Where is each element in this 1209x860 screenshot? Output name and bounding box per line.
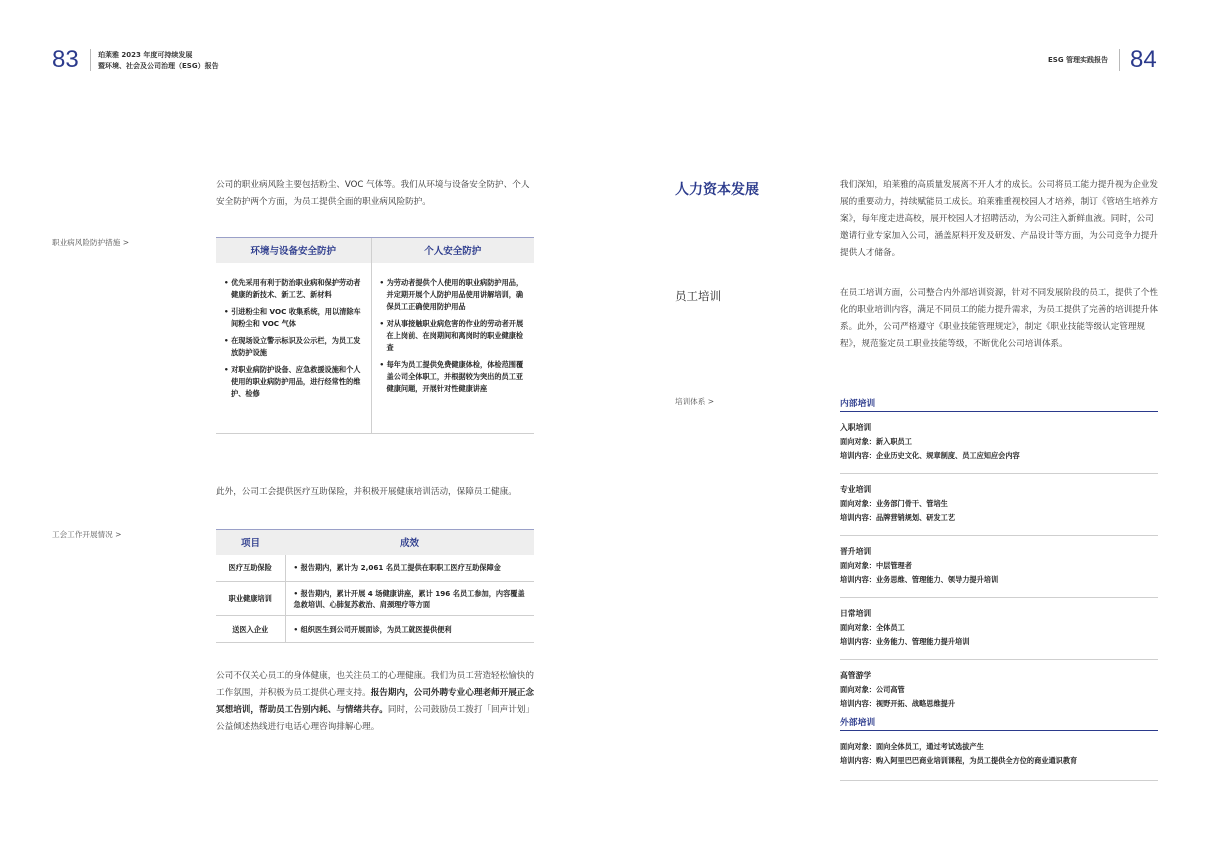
table-cell-effect: • 组织医生到公司开展面诊，为员工就医提供便利 [285,616,534,643]
left-header-title [98,50,219,72]
divider [840,411,1158,412]
table-header-environment: 环境与设备安全防护 [216,238,371,263]
side-label-union: 工会工作开展情况 > [52,530,122,539]
divider [840,535,1158,536]
list-item: • 每年为员工提供免费健康体检，体检范围覆盖公司全体职工，并根据较为突出的员工亚健康问题，开展针对性健康讲座 [379,359,524,393]
occupational-risk-paragraph: 公司的职业病风险主要包括粉尘、VOC 气体等。我们从环境与设备安全防护、个人安全防护两个方面，为员工提供全面的职业病风险防护。 [216,180,530,207]
training-item-target: 面向对象：业务部门骨干、管培生 [840,499,948,508]
training-item-content: 培训内容：企业历史文化、规章制度、员工应知应会内容 [840,451,1020,460]
section-title-human-capital: 人力资本发展 [675,182,759,198]
divider [840,597,1158,598]
divider [840,780,1158,781]
side-label-training-system: 培训体系 > [675,397,715,406]
training-item-target: 面向对象：公司高管 [840,685,905,694]
list-item [840,740,1158,780]
training-item-content: 培训内容：业务能力、管理能力提升培训 [840,637,970,646]
table-row [216,582,534,616]
training-item-target: 面向对象：新入职员工 [840,437,912,446]
training-item-title: 入职培训 [840,423,872,432]
table-header-effect: 成效 [285,530,534,555]
training-item-content: 培训内容：品牌营销规划、研发工艺 [840,513,956,522]
list-item: • 在现场设立警示标识及公示栏，为员工发放防护设施 [224,335,361,357]
list-item: • 优先采用有利于防治职业病和保护劳动者健康的新技术、新工艺、新材料 [224,277,361,299]
right-header-label: ESG 管理实践报告 [1048,56,1109,64]
protection-table [216,237,534,434]
left-header-line-2: 暨环境、社会及公司治理（ESG）报告 [98,62,219,70]
table-header-item: 项目 [216,530,285,555]
right-page-number: 84 [1130,46,1157,73]
mental-health-paragraph [216,668,534,736]
mental-health-text-c: 同时，公司鼓励员工拨打「回声计划」公益倾述热线进行电话心理咨询排解心理。 [216,705,534,732]
table-cell-item: 医疗互助保险 [216,555,285,582]
training-item-content: 培训内容：业务思维、管理能力、领导力提升培训 [840,575,999,584]
list-item: • 对职业病防护设备、应急救援设施和个人使用的职业病防护用品，进行经常性的维护、检修 [224,364,361,398]
divider [840,730,1158,731]
list-item: • 对从事接触职业病危害的作业的劳动者开展在上岗前、在岗期间和离岗时的职业健康检查 [379,318,524,352]
external-training-heading: 外部培训 [840,718,876,728]
list-item [840,545,1158,597]
training-item-title: 晋升培训 [840,547,872,556]
union-paragraph: 此外，公司工会提供医疗互助保险，并积极开展健康培训活动，保障员工健康。 [216,487,517,497]
internal-training-heading: 内部培训 [840,399,876,409]
list-item: • 引进粉尘和 VOC 收集系统，用以清除车间粉尘和 VOC 气体 [224,306,361,328]
training-paragraph: 在员工培训方面，公司整合内外部培训资源，针对不同发展阶段的员工，提供了个性化的职业培训内容，满足不同员工的能力提升需求，为员工提供了完善的培训提升体系。此外，公司严格遵守《职业技能管理规定》，制定《职业技能等级认定管理规程》，规范鉴定员工职业技能等级，不断优化公司培训体系。 [840,288,1158,349]
side-label-protection: 职业病风险防护措施 > [52,238,130,247]
personal-measures [371,263,534,434]
training-item-content: 培训内容：视野开拓、战略思维提升 [840,699,956,708]
table-cell-effect: • 报告期内，累计开展 4 场健康讲座，累计 196 名员工参加，内容覆盖急救培训、心肺复苏救治、肩颈理疗等方面 [285,582,534,616]
table-cell-item: 送医入企业 [216,616,285,643]
left-header-line-1: 珀莱雅 2023 年度可持续发展 [98,51,193,59]
divider [840,659,1158,660]
union-table [216,529,534,643]
table-cell-item: 职业健康培训 [216,582,285,616]
list-item [840,421,1158,473]
table-cell-effect: • 报告期内，累计为 2,061 名员工提供在职职工医疗互助保障金 [285,555,534,582]
training-item-title: 日常培训 [840,609,872,618]
training-item-title: 高管游学 [840,671,872,680]
list-item: • 为劳动者提供个人使用的职业病防护用品，并定期开展个人防护用品使用讲解培训，确保员工正确使用防护用品 [379,277,524,311]
mental-health-text-b: 报告期内，公司外聘专业心理老师开展正念冥想培训，帮助员工告别内耗、与情绪共存。 [216,688,534,715]
subsection-title-training: 员工培训 [675,289,721,303]
table-header-personal: 个人安全防护 [371,238,534,263]
header-divider-left [90,49,91,71]
list-item [840,607,1158,659]
table-row [216,616,534,643]
header-divider-right [1119,49,1120,71]
training-item-content: 培训内容：购入阿里巴巴商业培训课程，为员工提供全方位的商业通识教育 [840,756,1078,765]
list-item [840,669,1158,721]
left-page-number: 83 [52,46,79,73]
environment-measures [216,263,371,434]
list-item [840,483,1158,535]
training-system-list [840,396,1158,781]
training-item-title: 专业培训 [840,485,872,494]
training-item-target: 面向对象：全体员工 [840,623,905,632]
table-row [216,555,534,582]
divider [840,473,1158,474]
mental-health-text-a: 公司不仅关心员工的身体健康，也关注员工的心理健康。我们为员工营造轻松愉快的工作氛围，并积极为员工提供心理支持。 [216,671,534,698]
training-item-target: 面向对象：中层管理者 [840,561,912,570]
training-item-target: 面向对象：面向全体员工，通过考试选拔产生 [840,742,984,751]
human-capital-paragraph: 我们深知，珀莱雅的高质量发展离不开人才的成长。公司将员工能力提升视为企业发展的重要动力，持续赋能员工成长。珀莱雅重视校园人才培养，制订《管培生培养方案》，每年度走进高校，展开校园人才招聘活动，为公司注入新鲜血液。同时，公司邀请行业专家加入公司，涵盖原料开发及研发、产品设计等方面，为公司竞争力提升提供人才储备。 [840,180,1158,258]
